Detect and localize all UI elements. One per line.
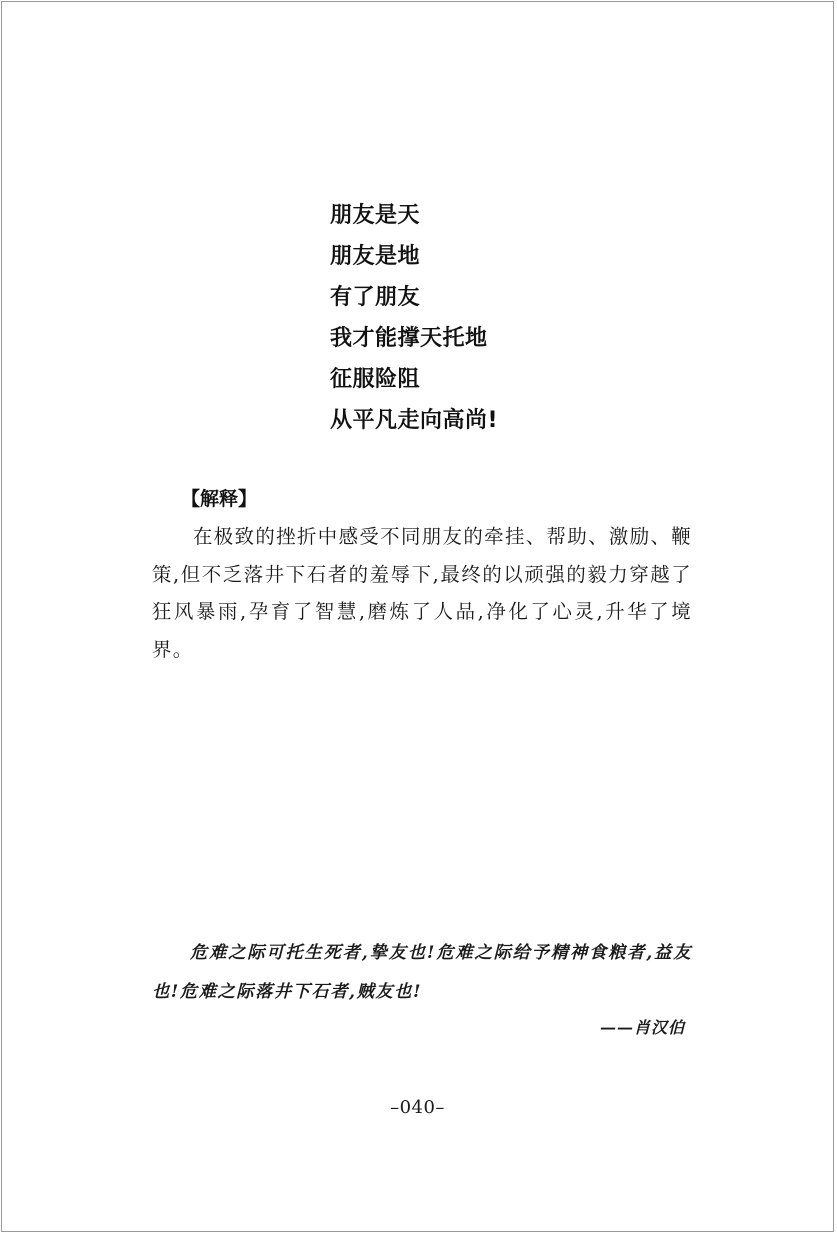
poem-line: 从平凡走向高尚! xyxy=(330,408,499,433)
explanation-paragraph: 在极致的挫折中感受不同朋友的牵挂、帮助、激励、鞭策,但不乏落井下石者的羞辱下,最终的以顽强的毅力穿越了狂风暴雨,孕育了智慧,磨炼了人品,净化了心灵,升华了境界。 xyxy=(152,525,692,661)
poem-line: 朋友是天 xyxy=(330,203,421,228)
poem-line: 有了朋友 xyxy=(330,285,421,310)
poem-line: 朋友是地 xyxy=(330,244,421,269)
quote-attribution: ——肖汉伯 xyxy=(599,1018,685,1037)
poem-line: 我才能撑天托地 xyxy=(330,326,488,351)
explanation-heading: 【解释】 xyxy=(181,488,258,510)
book-page xyxy=(1,1,834,1232)
poem xyxy=(330,198,498,444)
poem-line: 征服险阻 xyxy=(330,367,421,392)
quote-paragraph: 危难之际可托生死者,挚友也!危难之际给予精神食粮者,益友也!危难之际落井下石者,贼友也! xyxy=(152,943,692,1002)
page-number: –040– xyxy=(390,1097,445,1118)
